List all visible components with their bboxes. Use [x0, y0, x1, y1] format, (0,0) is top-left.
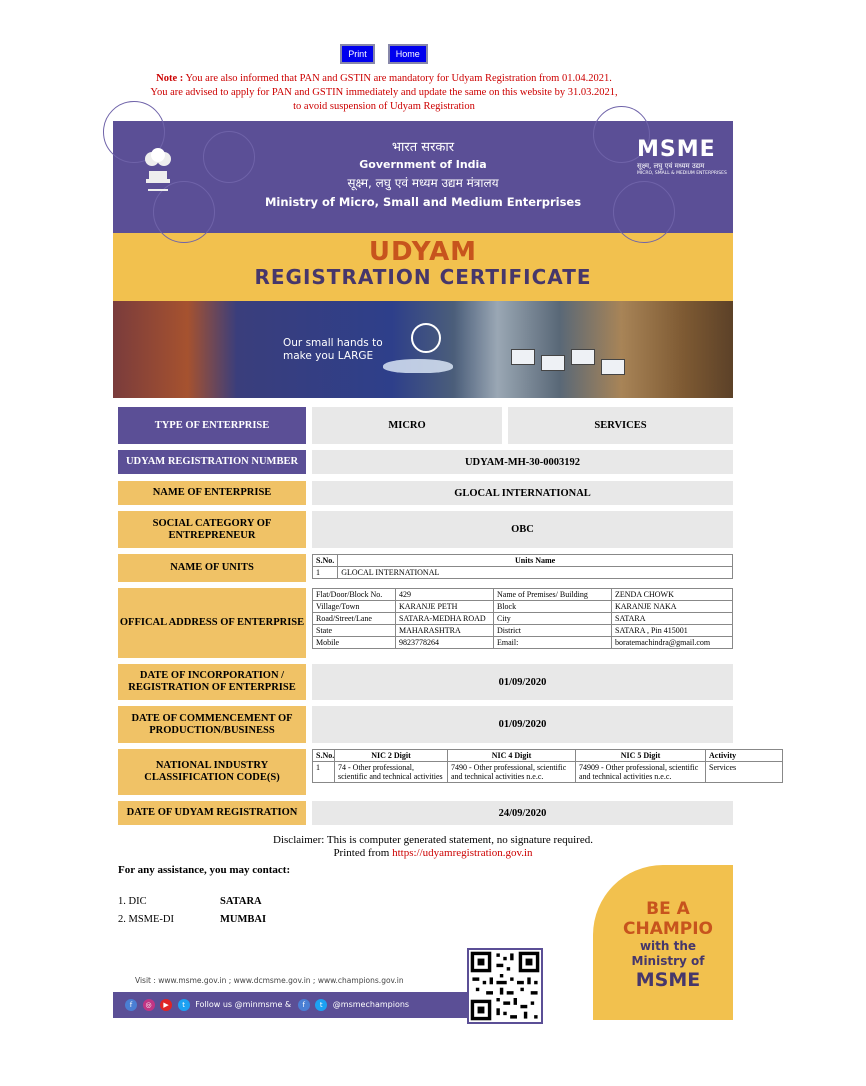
nic-header-sno: S.No. — [313, 750, 335, 762]
address-key: Block — [494, 601, 612, 613]
row-official-address — [118, 588, 733, 658]
address-value: SATARA , Pin 415001 — [612, 625, 733, 637]
units-header-sno: S.No. — [313, 555, 338, 567]
unit-sno: 1 — [313, 567, 338, 579]
banner-tagline: Our small hands to make you LARGE — [283, 337, 383, 362]
contact-item — [118, 896, 262, 907]
email-value: boratemachindra@gmail.com — [612, 637, 733, 649]
date-of-commencement-value: 01/09/2020 — [312, 706, 733, 743]
print-button[interactable]: Print — [340, 44, 375, 64]
certificate-header — [113, 121, 733, 398]
contact-label: 2. MSME-DI — [118, 914, 175, 925]
contact-label: 1. DIC — [118, 896, 147, 907]
row-registration-number — [118, 450, 733, 474]
date-of-udyam-registration-value: 24/09/2020 — [312, 801, 733, 825]
hindi-ministry: सूक्ष्म, लघु एवं मध्यम उद्यम मंत्रालय — [347, 176, 499, 190]
address-key: Flat/Door/Block No. — [313, 589, 396, 601]
address-value: SATARA — [612, 613, 733, 625]
government-header — [113, 121, 733, 233]
contact-item — [118, 914, 267, 925]
twitter-icon[interactable]: t — [315, 999, 327, 1011]
footer — [113, 972, 633, 1020]
champions-handle: @msmechampions — [332, 1000, 410, 1009]
printed-from: Printed from https://udyamregistration.gov.in — [333, 847, 533, 859]
nic-header-5digit: NIC 5 Digit — [576, 750, 706, 762]
champion-line-4: Ministry of — [631, 954, 705, 968]
champion-line-1: BE A — [646, 899, 690, 919]
nic-sno: 1 — [313, 762, 335, 783]
address-key: Name of Premises/ Building — [494, 589, 612, 601]
address-key: Road/Street/Lane — [313, 613, 396, 625]
udyam-title: UDYAM — [368, 237, 478, 267]
twitter-icon[interactable]: t — [178, 999, 190, 1011]
notice-line-3: to avoid suspension of Udyam Registration — [293, 101, 475, 112]
banner-photo — [113, 301, 733, 398]
units-table — [312, 554, 733, 582]
ministry-name: Ministry of Micro, Small and Medium Enterprises — [264, 195, 582, 209]
home-button[interactable]: Home — [388, 44, 428, 64]
table-row — [313, 601, 733, 613]
row-date-of-udyam-registration — [118, 801, 733, 825]
notice-line-2: You are advised to apply for PAN and GSTIN immediately and update the same on this website by 31.03.2021, — [150, 87, 618, 98]
msme-logo: MSME सूक्ष्म, लघु एवं मध्यम उद्यम MICRO, SMALL & MEDIUM ENTERPRISES — [637, 137, 727, 176]
address-value: KARANJE NAKA — [612, 601, 733, 613]
nic-2digit-value: 74 - Other professional, scientific and technical activities — [335, 762, 448, 783]
youtube-icon[interactable]: ▶ — [160, 999, 172, 1011]
enterprise-activity-value: SERVICES — [508, 407, 733, 444]
address-key: Mobile — [313, 637, 396, 649]
row-name-of-enterprise — [118, 481, 733, 505]
row-date-of-incorporation — [118, 664, 733, 700]
champion-line-3: with the — [639, 939, 697, 953]
chakra-icon — [411, 323, 441, 353]
address-value: 429 — [396, 589, 494, 601]
units-header-name: Units Name — [338, 555, 733, 567]
udyam-website-link[interactable]: https://udyamregistration.gov.in — [392, 847, 533, 859]
certificate-title-band — [113, 233, 733, 301]
contact-value: SATARA — [220, 896, 262, 907]
date-of-incorporation-label: DATE OF INCORPORATION / REGISTRATION OF ENTERPRISE — [118, 664, 306, 700]
table-row — [313, 625, 733, 637]
row-nic-codes — [118, 749, 737, 795]
nic-header-activity: Activity — [706, 750, 783, 762]
nic-5digit-value: 74909 - Other professional, scientific and technical activities n.e.c. — [576, 762, 706, 783]
address-key: Email: — [494, 637, 612, 649]
registration-number-label: UDYAM REGISTRATION NUMBER — [118, 450, 306, 474]
follow-text: Follow us @minmsme & — [195, 1000, 292, 1009]
hand-icon — [383, 359, 453, 373]
nic-activity-value: Services — [706, 762, 783, 783]
certificate-title: REGISTRATION CERTIFICATE — [254, 265, 592, 289]
hindi-government: भारत सरकार — [391, 140, 455, 155]
row-type-of-enterprise — [118, 407, 733, 444]
disclaimer — [0, 834, 866, 860]
contact-value: MUMBAI — [220, 914, 267, 925]
visit-websites: Visit : www.msme.gov.in ; www.dcmsme.gov.in ; www.champions.gov.in — [135, 976, 404, 985]
social-category-value: OBC — [312, 511, 733, 548]
assistance-title: For any assistance, you may contact: — [118, 864, 291, 876]
address-value: 9823778264 — [396, 637, 494, 649]
row-name-of-units — [118, 554, 733, 582]
nic-table — [312, 749, 737, 795]
notice-line-1: Note : You are also informed that PAN and GSTIN are mandatory for Udyam Registration from 01.04.2021. — [156, 73, 612, 84]
ministry-title-block — [263, 137, 583, 209]
name-of-units-label: NAME OF UNITS — [118, 554, 306, 582]
nic-header-4digit: NIC 4 Digit — [448, 750, 576, 762]
national-emblem-icon — [141, 141, 175, 197]
address-key: City — [494, 613, 612, 625]
address-value: KARANJE PETH — [396, 601, 494, 613]
table-row — [313, 637, 733, 649]
address-value: ZENDA CHOWK — [612, 589, 733, 601]
row-social-category — [118, 511, 733, 548]
government-of-india: Government of India — [359, 158, 487, 171]
champion-line-2: CHAMPIO — [622, 919, 713, 939]
date-of-commencement-label: DATE OF COMMENCEMENT OF PRODUCTION/BUSINESS — [118, 706, 306, 743]
address-key: State — [313, 625, 396, 637]
table-row — [313, 567, 733, 579]
address-value: SATARA-MEDHA ROAD — [396, 613, 494, 625]
unit-name: GLOCAL INTERNATIONAL — [338, 567, 733, 579]
registration-number-value: UDYAM-MH-30-0003192 — [312, 450, 733, 474]
address-key: Village/Town — [313, 601, 396, 613]
row-date-of-commencement — [118, 706, 733, 743]
name-of-enterprise-label: NAME OF ENTERPRISE — [118, 481, 306, 505]
date-of-incorporation-value: 01/09/2020 — [312, 664, 733, 700]
address-value: MAHARASHTRA — [396, 625, 494, 637]
disclaimer-text: Disclaimer: This is computer generated statement, no signature required. — [273, 834, 593, 846]
enterprise-size-value: MICRO — [312, 407, 502, 444]
table-row — [313, 762, 783, 783]
social-category-label: SOCIAL CATEGORY OF ENTREPRENEUR — [118, 511, 306, 548]
address-table — [312, 588, 733, 658]
champion-line-5: MSME — [635, 969, 701, 991]
qr-code-icon — [467, 948, 543, 1024]
facebook-icon[interactable]: f — [298, 999, 310, 1011]
date-of-udyam-registration-label: DATE OF UDYAM REGISTRATION — [118, 801, 306, 825]
name-of-enterprise-value: GLOCAL INTERNATIONAL — [312, 481, 733, 505]
official-address-label: OFFICAL ADDRESS OF ENTERPRISE — [118, 588, 306, 658]
facebook-icon[interactable]: f — [125, 999, 137, 1011]
type-of-enterprise-label: TYPE OF ENTERPRISE — [118, 407, 306, 444]
table-row — [313, 613, 733, 625]
nic-4digit-value: 7490 - Other professional, scientific and technical activities n.e.c. — [448, 762, 576, 783]
nic-header-2digit: NIC 2 Digit — [335, 750, 448, 762]
instagram-icon[interactable]: ◎ — [143, 999, 155, 1011]
nic-codes-label: NATIONAL INDUSTRY CLASSIFICATION CODE(S) — [118, 749, 306, 795]
social-bar — [113, 992, 471, 1018]
table-row — [313, 589, 733, 601]
address-key: District — [494, 625, 612, 637]
toolbar — [0, 42, 768, 64]
